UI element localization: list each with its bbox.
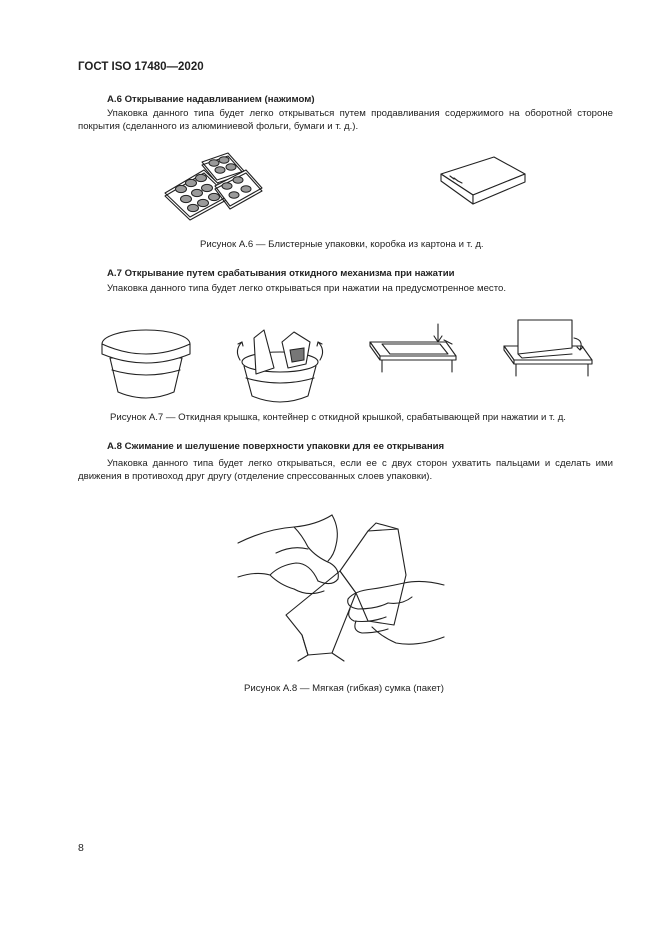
section-heading-a6: А.6 Открывание надавливанием (нажимом) [107,94,315,105]
page-number: 8 [78,842,84,854]
figure-a7-open-flip-lid [232,322,328,404]
pouch [286,523,406,661]
section-body-a6: Упаковка данного типа будет легко открываться путем продавливания содержимого на оборотной стороне покрытия (сделанного из алюминиевой фольги, бумаги и т. д.). [78,108,613,132]
section-body-a7: Упаковка данного типа будет легко открываться при нажатии на предусмотренное место. [107,283,507,294]
figure-a8-caption: Рисунок А.8 — Мягкая (гибкая) сумка (пакет) [244,683,444,694]
figure-a7-raised-lid-box [500,316,596,378]
document-header: ГОСТ ISO 17480—2020 [78,61,204,73]
figure-a6-blister-packs [160,150,270,222]
section-heading-a7: А.7 Открывание путем срабатывания откидного механизма при нажатии [107,268,455,279]
section-body-a8: Упаковка данного типа будет легко открываться, если ее с двух сторон ухватить пальцами и сделать ими движения в противоход друг другу (отделение спрессованных слоев упаковки). [78,458,613,482]
figure-a7-press-box [366,320,460,374]
figure-a7-closed-container [98,322,194,402]
figure-a7-caption: Рисунок А.7 — Откидная крышка, контейнер с откидной крышкой, срабатывающей при нажатии и т. д. [110,412,566,423]
figure-a8-flexible-pouch [236,505,446,665]
figure-a6-cardboard-box [438,155,528,207]
left-hand [238,515,338,594]
figure-a6-caption: Рисунок А.6 — Блистерные упаковки, коробка из картона и т. д. [200,239,484,250]
section-heading-a8: А.8 Сжимание и шелушение поверхности упаковки для ее открывания [107,441,445,452]
